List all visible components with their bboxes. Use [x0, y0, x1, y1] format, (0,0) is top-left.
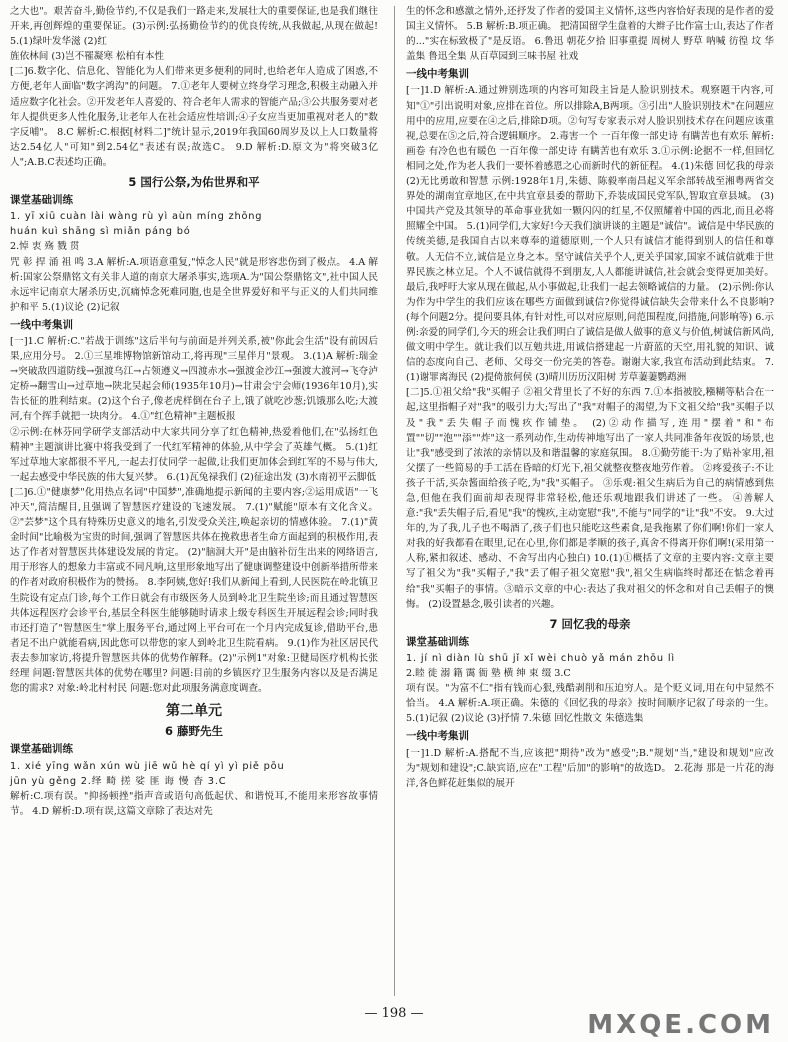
- text-block: 之大也"。艰苦奋斗,勤俭节约,不仅是我们一路走来,发展壮大的重要保证,也是我们继往开来,再创辉煌的重要保证。(3)示例:弘扬勤俭节约的优良传统,从我做起,从现在做起! 5.(1)绿叶发华滋 (2)红: [10, 6, 378, 48]
- text-block: [二]6.①"健康梦"化用热点名词"中国梦",准确地提示新闻的主要内容;②运用成语"一飞冲天",简洁醒目,且强调了智慧医疗建设的飞速发展。 7.(1)"赋能"原本有文化含义。 ②"芸梦"这个具有特殊历史意义的地名,引发受众关注,唤起亲切的情感体验。 7.(1)"黄金时间"比喻极为宝贵的时间,强调了智慧医共体在挽救患者生命方面起到的积极作用,表达了作者对智慧医共体建设发展的肯定。 (2)"脑洞大开"是由脑补衍生出来的网络语言,用于形容人的想象力丰富或不同凡响,这里形象地写出了健康调整建设中创新举措所带来的作者对政府积极作为的赞扬。 8.李阿姨,您好!我们从新闻上看到,人民医院在岭北镇卫生院设有定点门诊,每个工作日就会有市级医务人员到岭北卫生院坐诊;而且通过智慧医共体远程医疗会诊平台,基层全科医生能够随时请求上级专科医生开展远程会诊;同时我市还打造了"智慧医生"掌上服务平台,通过网上平台可在一个月内完成复诊,借助平台,患者足不出户就能看病,因此您可以带您的家人到岭北卫生院看病。 9.(1)作为社区居民代表去参加家访,将提升智慧医共体的优势作解释。(2)"示例1"对象:卫健局医疗机构长张经理 问题:智慧医共体的优势在哪里? 问题:目前的乡镇医疗卫生服务内容以及是否满足您的需求? 对象:岭北村村民 问题:您对此项服务满意度调查。: [10, 486, 378, 695]
- lesson-title: 6 藤野先生: [164, 724, 223, 739]
- text-block: ②示例:在林芬同学研学支部活动中大家共同分享了红色精神,热爱着他们,在"弘扬红色精神"主题演讲比赛中将我受到了一代红军精神的体验,从中学会了英雄气概。 5.(1)红军过草地大家都很不平凡,一起去打仗同学一起做,让我们更加体会到红军的不易与伟大,一起去感受中华民族的伟大复兴梦。 6.(1)瓦兔禄我们 (2)征途出发 (3)水南初平云脚低: [10, 426, 378, 483]
- text-block: 旌依林间 (3)岂不罹凝寒 松柏有本性: [10, 51, 165, 63]
- text-block: 项有误。"为富不仁"指有钱而心狠,残酷剥削和压迫穷人。是个贬义词,用在句中显然不恰当。 4.A 解析:A.项正确。朱德的《回忆我的母亲》按时间顺序记叙了母亲的一生。 5.(1)记叙 (2)议论 (3)抒情 7.朱德 回忆性散文 朱德选集: [406, 683, 774, 725]
- left-column: [10, 4, 378, 819]
- unit-title: 第二单元: [166, 703, 222, 720]
- pinyin-line: 1. jí nì diàn lù shū jǐ xǐ wèi chuò yǎ mán zhōu lì: [406, 652, 675, 664]
- lesson-title: 7 回忆我的母亲: [549, 616, 631, 631]
- section-heading: 一线中考集训: [10, 318, 73, 331]
- section-heading: 课堂基础训练: [406, 635, 469, 648]
- text-block: [二]5.①祖父给"我"买帽子 ②祖父背里长了不好的东西 7.①本指被胶,糨糊等粘合在一起,这里指帽子对"我"的吸引力大;写出了"我"对帽子的渴望,为下文祖父给"我"买帽子以及"我"丢失帽子而愧疚作铺垫。 (2)②动作描写,连用"摆着"和"布置""切""泡""添""炸"这一系列动作,生动传神地写出了一家人共同准备年夜饭的场景,也让"我"感受到了浓浓的亲情以及和谐温馨的家庭氛围。 8.①勤劳能干:为了贴补家用,祖父摆了一些简易的手工活在昏暗的灯光下,祖父就整夜整夜地劳作着。 ②疼爱孩子:不让孩子干活,买杂酱面给孩子吃,为"我"买帽子。 ③乐观:祖父生病后为自己的病情感到焦急,但他在我们面前却表现得非常轻松,他还乐观地跟我们讲述了一些。 ④善解人意:"我"丢失帽子后,看见"我"的愧疚,主动宽慰"我",不能与"同学的"让"我"不安。 9.大过年的,为了我,儿子也不喝酒了,孩子们也只能吃这些素食,是我拖累了你们啊!你们一家人对我的好我都看在眼里,记在心里,你们都是孝顺的孩子,真舍不得离开你们啊!(采用第一人称,紧扣叙述、感动、不舍写出内心独白) 10.(1)①概括了文章的主要内容:文章主要写了祖父为"我"买帽子,"我"丢了帽子祖父宽慰"我",祖父生病临终时都还在惦念着再给"我"买帽子的事情。③暗示文章的中心:表达了我对祖父的怀念和对自己丢帽子的懊悔。 (2)设置悬念,吸引读者的兴趣。: [406, 387, 774, 610]
- characters-line: 2.悼 衷 殇 戮 贯: [10, 241, 80, 253]
- text-block: 咒 彰 捍 涌 祖 鸣 3.A 解析:A.项语意重复,"悼念人民"就是形容悲伤到了极点。 4.A 解析:国家公祭鼎铭文有关非人道的南京大屠杀事实,选项A.为"国公祭鼎铭文",社中国人民永远牢记南京大屠杀历史,沉痛悼念死难同胞,也是全世界爱好和平与正义的人们共同维护和平 5.(1)议论 (2)记叙: [10, 256, 378, 313]
- section-heading: 课堂基础训练: [10, 743, 73, 756]
- right-column: [406, 4, 774, 791]
- section-heading: 课堂基础训练: [10, 194, 73, 207]
- pinyin-line: 1. yī xiū cuàn lài wàng rù yì aùn míng zhōng: [10, 211, 263, 223]
- pinyin-line: huán kuì shāng sì miǎn páng bó: [10, 226, 191, 238]
- characters-line: 2.睦 徙 溺 籍 霭 衙 塾 横 绅 束 缀 3.C: [406, 668, 571, 680]
- watermark-logo: MXQE.COM: [587, 1010, 774, 1040]
- text-block: 生的怀念和感激之情外,还抒发了作者的爱国主义情怀,这些内容恰好表现的是作者的爱国主义情怀。 5.B 解析:B.项正确。 把清国留学生盘着的大辫子比作富士山,表达了作者的..."实在标致极了"是反语。 6.鲁迅 朝花夕拾 旧事重提 周树人 野草 呐喊 彷徨 坟 华盖集 鲁迅全集 从百草园到三味书屋 社戏: [406, 6, 774, 63]
- column-divider: [394, 6, 395, 996]
- section-heading: 一线中考集训: [406, 730, 469, 743]
- pinyin-line: 1. xié yīng wǎn xún wù jiē wǔ hè qí yì yì piě pōu: [10, 760, 285, 772]
- lesson-title: 5 国行公祭,为佑世界和平: [128, 175, 260, 190]
- section-heading: 一线中考集训: [406, 68, 469, 81]
- text-block: 解析:C.项有误。"抑扬顿挫"指声音或语句高低起伏、和谐悦耳,不能用来形容故事情节。 4.D 解析:D.项有误,这篇文章除了表达对先: [10, 790, 378, 817]
- pinyin-line: jūn yù gěng 2.绎 畸 搓 娑 匪 诲 慢 杳 3.C: [10, 775, 227, 787]
- text-block: [二]6.数字化、信息化、智能化为人们带来更多便利的同时,也给老年人造成了困惑,不方便,老年人面临"数字鸿沟"的问题。 7.①老年人要树立终身学习理念,积极主动融入并适应数字化社会。②开发老年人喜爱的、符合老年人需求的智能产品;③公共服务要对老年人提供更多人性化服务,让老年人在社会适应性培训;④子女应当更加重视对老人的"数字反哺"。 8.C 解析:C.根据[材料二]"统计显示,2019年我国60周岁及以上人口数量将达2.54亿人"可知"到2.54亿"表述有误;故选C。 9.D 解析:D.原文为"将突破3亿人";A.B.C表述均正确。: [10, 66, 378, 168]
- text-block: [一]1.D 解析:A.通过辨别选项的内容可知段主旨是人脸识别技术。观察题干内容,可知"①"引出说明对象,应排在首位。所以排除A,B两项。③引出"人脸识别技术"在问题应用中的应用,应要在④之后,排除D项。②句写专家表示对人脸识别技术存在问题应该重视,总要在⑤之后,符合逻辑顺序。 2.毒害一个 一百年像一部史诗 有瞒苦也有欢乐 解析:画卷 有冷色也有暖色 一百年像一部史诗 有瞒苦也有欢乐 3.①示例:论据不一样,但回忆相同之处,作为老人我们一要怀着感恩之心而新时代的新征程。 4.(1)朱德 回忆我的母亲 (2)无比勇敢和智慧 示例:1928年1月,朱德、陈毅率南昌起义军余部转战至湘粤两省交界处的湖南宜章地区,在中共宜章县委的帮助下,乔装成国民党军队,智取宜章县城。 (3)中国共产党及其领导的革命事业犹如一颗闪闪的红星,不仅照耀着中国的西北,而且必将照耀全中国。 5.(1)同学们,大家好!今天我们演讲谈的主题是"诚信"。诚信是中华民族的传统美德,是我国自古以来尊奉的道德原则,一个人只有诚信才能得到别人的信任和尊敬。人无信不立,诚信是立身之本。坚守诚信关乎个人,更关乎国家,国家不诚信就难于世界民族之林立足。个人不诚信就得不到朋友,人人都能讲诚信,社会就会变得更加美好。最后,我呼吁大家从现在做起,从小事做起,让我们一起去领略诚信的力量。 (2)示例:你认为作为中学生的我们应该在哪些方面做到诚信?你觉得诚信缺失会带来什么不良影响?(每个问题2分。提问要具体,有针对性,可以对应原则,问范围程度,问措施,问影响等) 6.示例:亲爱的同学们,今天的班会让我们明白了诚信是做人做事的意义与价值,树诚信新风尚,做文明中学生。就让我们以互勉共进,用诚信搭建起一片蔚蓝的天空,用礼貌的知识、诚信的态度向自己、老师、父母交一份完美的答卷。谢谢大家,我宣布活动到此结束。 7.(1)谢罪离海民 (2)提倚旅何侯 (3)晴川历历汉阳树 芳草萋萋鹦鹉洲: [406, 85, 774, 384]
- text-block: [一]1.D 解析:A.搭配不当,应该把"期待"改为"感受";B."规划"当,"建设和规划"应改为"规划和建设";C.缺宾语,应在"工程"后加"的影响"的故选D。 2.花海 那是一片花的海洋,各色鲜花赶集似的展开: [406, 747, 774, 789]
- page-number: — 198 —: [364, 1006, 424, 1021]
- text-block: [一]1.C 解析:C."若战于训练"这后半句与前面是并列关系,被"你此会生活"设有前因后果,应用分号。 2.①三星堆博物馆新馆动工,将再现"三星伴月"景观。 3.(1)A 解析:瑞金→突破敌四道防线→强渡乌江→占领遵义→四渡赤水→强渡金沙江→强渡大渡河→飞夺泸定桥→翻雪山→过草地→陕北吴起会师(1935年10月)→甘肃会宁会师(1936年10月),实告长征的胜利结束。(2)这个台子,像老虎样倒在台子上,饿了就吃沙葱;饥饿那么吃;大渡河,有个挥手就把一块肉分。 4.①"红色精神"主题板报: [10, 335, 378, 423]
